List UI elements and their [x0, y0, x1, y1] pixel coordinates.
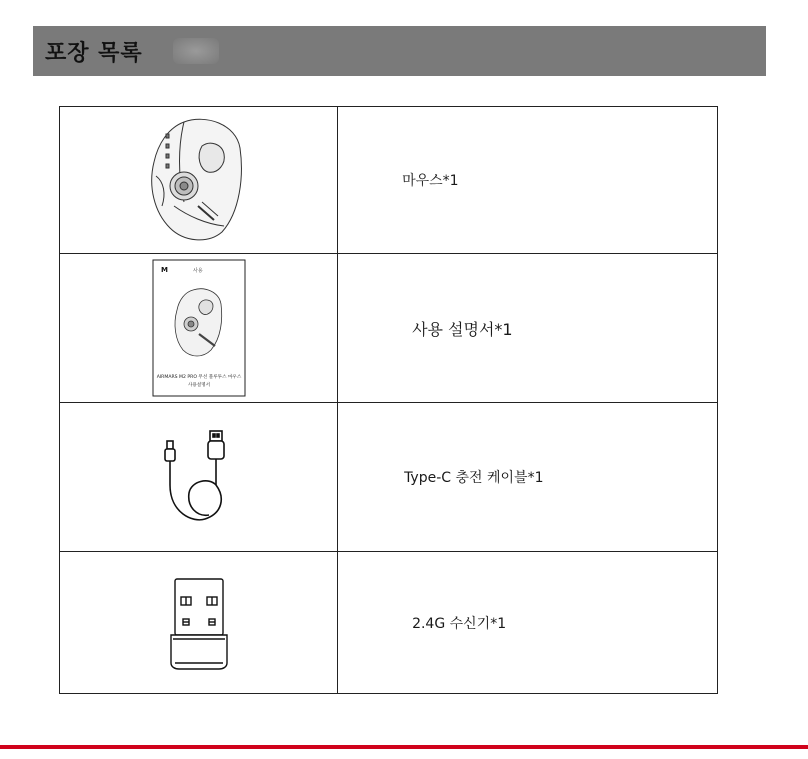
item-label: 마우스*1: [402, 173, 459, 189]
manual-cover-title: 사용: [192, 268, 203, 274]
item-image-cell: [60, 254, 338, 403]
usb-receiver-icon: [159, 575, 239, 671]
item-label-cell: [338, 107, 718, 254]
manual-icon: [151, 258, 247, 398]
item-image-cell: [60, 107, 338, 254]
item-label-cell: [338, 254, 718, 403]
table-row: [60, 403, 718, 552]
footer-divider: [0, 745, 808, 749]
section-title: 포장 목록: [45, 41, 143, 66]
table-row: [60, 107, 718, 254]
section-header-bar: [33, 26, 766, 76]
item-label-cell: [338, 552, 718, 694]
manual-brand-mark: M: [160, 266, 168, 274]
manual-caption-line2: 사용설명서: [187, 383, 210, 388]
mouse-icon: [144, 116, 254, 244]
table-row: [60, 552, 718, 694]
item-image-cell: [60, 552, 338, 694]
item-label: Type-C 충전 케이블*1: [404, 470, 544, 486]
manual-caption-line1: AIRMARS M2 PRO 무선 블루투스 마우스: [156, 375, 241, 380]
item-label: 2.4G 수신기*1: [412, 615, 507, 632]
table-row: [60, 254, 718, 403]
header-smudge: [173, 38, 219, 64]
package-contents-table: [59, 106, 718, 694]
item-label: 사용 설명서*1: [412, 319, 513, 339]
usb-cable-icon: [159, 427, 239, 527]
item-label-cell: [338, 403, 718, 552]
item-image-cell: [60, 403, 338, 552]
